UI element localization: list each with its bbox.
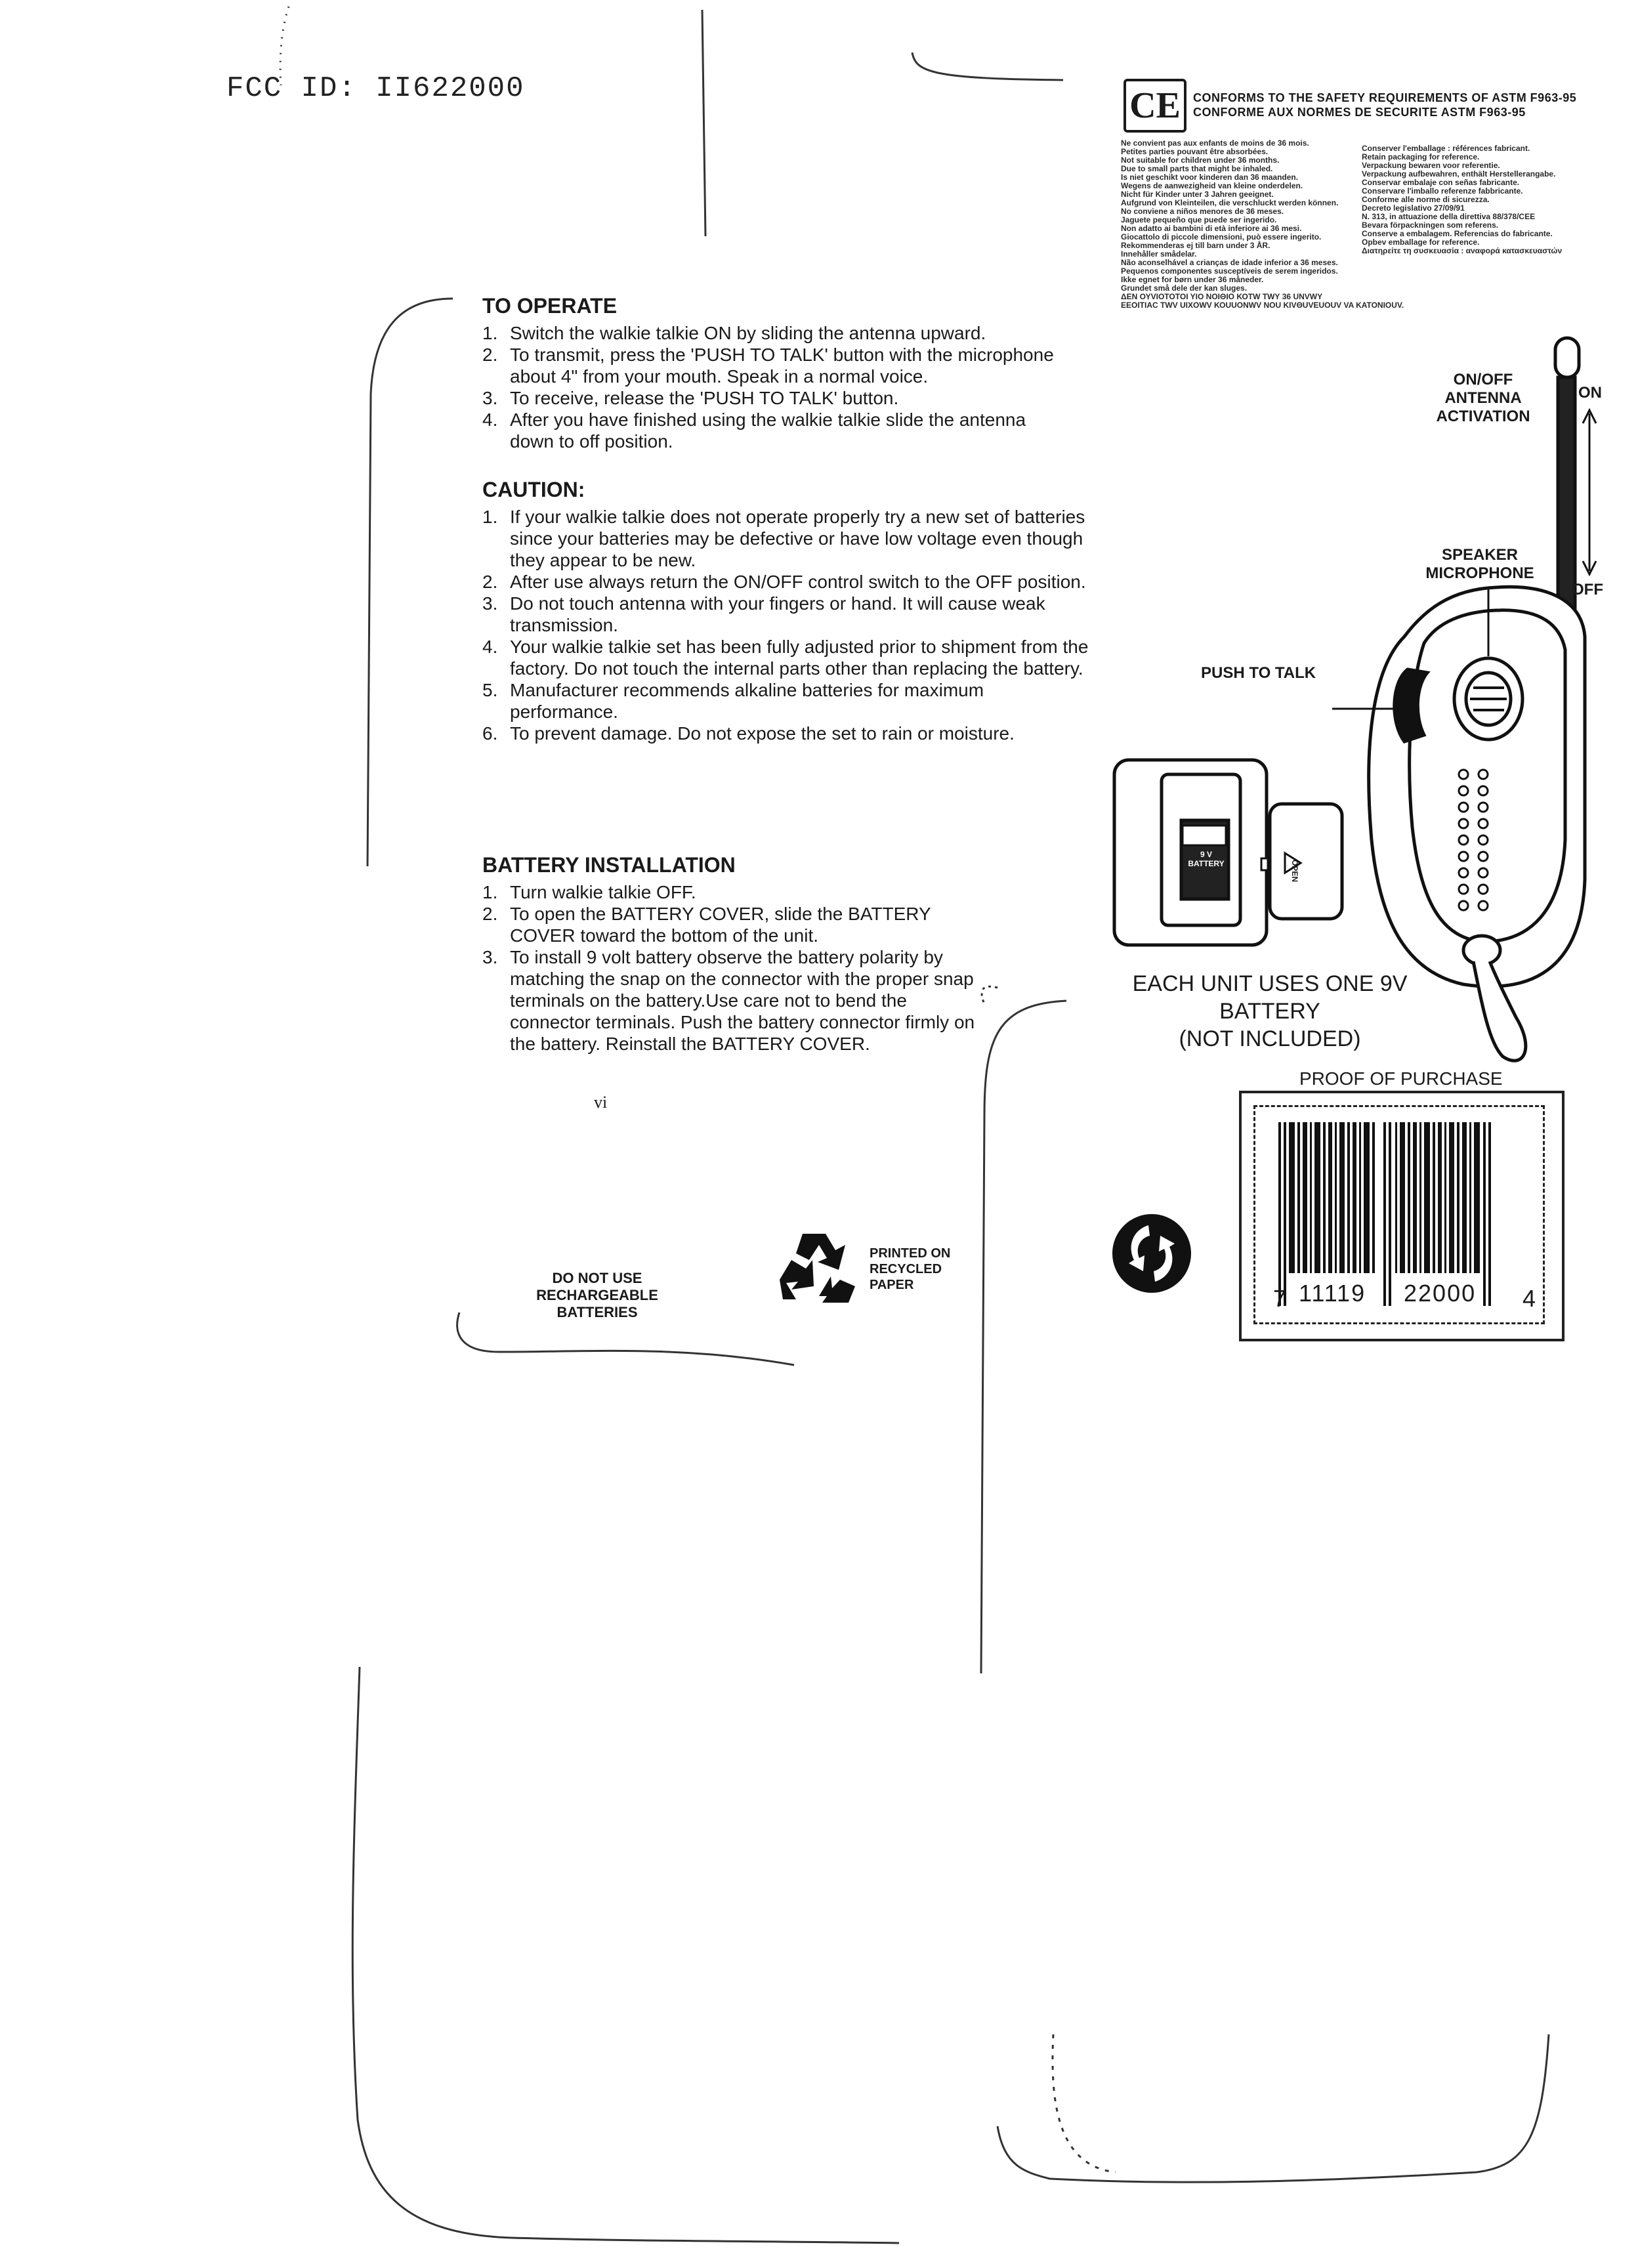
- item-number: 2.: [482, 345, 498, 365]
- note-line: Decreto legislativo 27/09/91: [1362, 203, 1465, 213]
- item-number: 2.: [482, 904, 498, 924]
- note-line: Conserve a embalagem. Referencias do fabricante.: [1362, 229, 1553, 238]
- warning-line: Due to small parts that might be inhaled.: [1121, 164, 1273, 173]
- item-text: To prevent damage. Do not expose the set to rain or moisture.: [510, 723, 1015, 744]
- list-item: [482, 946, 981, 1055]
- item-number: 3.: [482, 593, 498, 614]
- warning-line: ΔΕΝ ΟΥVΙΟΤΟΤΟΙ ΥΙΟ ΝΟΙΘΙΟ ΚΟΤW ΤWΥ 36 UΝVWΥ: [1121, 292, 1323, 301]
- antenna-shaft: [1558, 377, 1575, 614]
- do-not-use-rechargeable-batteries: DO NOT USE RECHARGEABLE BATTERIES: [536, 1270, 658, 1320]
- caution-title: CAUTION:: [482, 478, 585, 501]
- battery-compartment-illustration: [1109, 755, 1352, 952]
- warning-line: Giocattolo di piccole dimensioni, può essere ingerito.: [1121, 232, 1322, 242]
- note-line: Verpackung bewaren voor referentie.: [1362, 161, 1500, 170]
- ce-mark: CE: [1124, 79, 1186, 133]
- note-line: Conserver l'emballage : références fabricant.: [1362, 144, 1530, 153]
- note-line: Conservar embalaje con señas fabricante.: [1362, 178, 1520, 187]
- list-item: [482, 636, 1093, 679]
- list-item: [482, 679, 1093, 723]
- conformity-line-fr: CONFORME AUX NORMES DE SECURITE ASTM F963-95: [1193, 106, 1526, 119]
- recycle-icon: [773, 1224, 858, 1309]
- warning-line: Aufgrund von Kleinteilen, die verschluckt werden können.: [1121, 198, 1339, 207]
- item-number: 3.: [482, 388, 498, 408]
- warning-line: Ikke egnet for børn under 36 måneder.: [1121, 275, 1264, 284]
- battery-label: 9 V BATTERY: [1188, 850, 1225, 868]
- item-number: 5.: [482, 680, 498, 700]
- list-item: [482, 344, 1073, 387]
- item-text: After use always return the ON/OFF control switch to the OFF position.: [510, 572, 1086, 592]
- item-text: Your walkie talkie set has been fully adjusted prior to shipment from the factory. Do not touch the internal parts other than replacing the battery.: [510, 637, 1089, 679]
- on-label: ON: [1578, 384, 1602, 402]
- note-line: Διατηρείτε τη συσκευασία : αναφορά κατασκευαστών: [1362, 246, 1563, 255]
- operate-title: TO OPERATE: [482, 294, 618, 318]
- choking-warnings-left: [1121, 138, 1404, 310]
- note-line: Conforme alle norme di sicurezza.: [1362, 195, 1490, 204]
- strap-loop: [1463, 936, 1500, 965]
- printed-on-recycled-paper: PRINTED ON RECYCLED PAPER: [870, 1246, 951, 1292]
- barcode-digits-group2: 22000: [1401, 1280, 1479, 1307]
- battery-title: BATTERY INSTALLATION: [482, 853, 736, 877]
- item-text: To install 9 volt battery observe the battery polarity by matching the snap on the connector with the proper snap terminals on the battery.Use care not to bend the connector terminals. Push the battery connector firmly on the battery. Reinstall the BATTERY COVER.: [510, 947, 975, 1054]
- list-item: [482, 881, 981, 903]
- open-label: OPEN: [1290, 860, 1299, 883]
- fcc-id: FCC ID: II622000: [226, 72, 525, 105]
- item-number: 1.: [482, 323, 498, 343]
- list-item: [482, 322, 1073, 344]
- battery-section: [482, 853, 981, 1055]
- conformity-statement: [1193, 91, 1576, 119]
- battery-cover: [1270, 804, 1342, 919]
- proof-of-purchase-title: PROOF OF PURCHASE: [1299, 1068, 1503, 1089]
- caution-list: [482, 506, 1093, 744]
- item-number: 3.: [482, 947, 498, 967]
- warning-line: Ne convient pas aux enfants de moins de 36 mois.: [1121, 138, 1309, 148]
- item-text: Do not touch antenna with your fingers or hand. It will cause weak transmission.: [510, 593, 1045, 635]
- item-number: 6.: [482, 723, 498, 744]
- operate-list: [482, 322, 1073, 452]
- list-item: [482, 409, 1073, 452]
- item-number: 4.: [482, 637, 498, 657]
- note-line: Verpackung aufbewahren, enthält Herstellerangabe.: [1362, 169, 1556, 178]
- item-number: 1.: [482, 882, 498, 902]
- list-item: [482, 903, 981, 946]
- note-line: Bevara förpackningen som referens.: [1362, 220, 1499, 230]
- list-item: [482, 506, 1093, 571]
- warning-line: Não aconselhável a crianças de idade inferior a 36 meses.: [1121, 258, 1338, 267]
- warning-line: Not suitable for children under 36 months.: [1121, 156, 1280, 165]
- item-text: Manufacturer recommends alkaline batteries for maximum performance.: [510, 680, 984, 722]
- battery-requirement-note: EACH UNIT USES ONE 9V BATTERY (NOT INCLUDED): [1132, 971, 1408, 1051]
- caution-section: [482, 478, 1093, 744]
- item-text: To transmit, press the 'PUSH TO TALK' button with the microphone about 4" from your mouth. Speak in a normal voice.: [510, 345, 1054, 387]
- page-mark: vi: [594, 1093, 608, 1112]
- barcode-digit-right: 4: [1522, 1285, 1538, 1312]
- list-item: [482, 723, 1093, 744]
- speaker-microphone-label: SPEAKER MICROPHONE: [1425, 546, 1534, 582]
- packaging-notes-right: [1362, 144, 1578, 255]
- note-line: Conservare l'imballo referenze fabbricante.: [1362, 186, 1523, 196]
- antenna-tip: [1555, 338, 1579, 377]
- note-line: N. 313, in attuazione della direttiva 88/378/CEE: [1362, 212, 1536, 221]
- barcode-digits-group1: 11119: [1296, 1280, 1368, 1307]
- warning-line: Pequenos componentes susceptíveis de serem ingeridos.: [1121, 266, 1338, 276]
- item-number: 4.: [482, 410, 498, 430]
- push-to-talk-label: PUSH TO TALK: [1201, 664, 1316, 682]
- warning-line: Grundet små dele der kan sluges.: [1121, 284, 1248, 293]
- warning-line: Jaguete pequeño que puede ser ingerido.: [1121, 215, 1277, 224]
- warning-line: Innehåller smådelar.: [1121, 249, 1197, 259]
- barcode-digit-left: 7: [1273, 1285, 1288, 1312]
- note-line: Retain packaging for reference.: [1362, 152, 1480, 161]
- operate-section: [482, 294, 1073, 452]
- item-number: 2.: [482, 572, 498, 592]
- item-text: To open the BATTERY COVER, slide the BATTERY COVER toward the bottom of the unit.: [510, 904, 931, 946]
- battery-list: [482, 881, 981, 1055]
- warning-line: Non adatto ai bambini di età inferiore ai 36 mesi.: [1121, 224, 1302, 233]
- item-text: To receive, release the 'PUSH TO TALK' button.: [510, 388, 899, 408]
- off-label: OFF: [1572, 581, 1603, 598]
- item-text: Switch the walkie talkie ON by sliding the antenna upward.: [510, 323, 986, 343]
- list-item: [482, 571, 1093, 593]
- item-text: After you have finished using the walkie talkie slide the antenna down to off position.: [510, 410, 1026, 452]
- item-text: Turn walkie talkie OFF.: [510, 882, 696, 902]
- on-off-label: ON/OFF ANTENNA ACTIVATION: [1436, 371, 1530, 425]
- conformity-line-en: CONFORMS TO THE SAFETY REQUIREMENTS OF ASTM F963-95: [1193, 91, 1577, 104]
- note-line: Opbev emballage for reference.: [1362, 238, 1480, 247]
- list-item: [482, 387, 1073, 409]
- green-dot-icon: [1109, 1211, 1194, 1296]
- warning-line: Is niet geschikt voor kinderen dan 36 maanden.: [1121, 173, 1299, 182]
- item-text: If your walkie talkie does not operate properly try a new set of batteries since your batteries may be defective or have low voltage even though they appear to be new.: [510, 507, 1085, 570]
- warning-line: Rekommenderas ej till barn under 3 ÅR.: [1121, 241, 1270, 250]
- item-number: 1.: [482, 507, 498, 527]
- warning-line: Petites parties pouvant être absorbées.: [1121, 147, 1269, 156]
- warning-line: ΕΕΟΙΤΙΑC ΤWV UIΧΟWV ΚΟUUΟΝWV ΝΟU ΚΙVΘUVΕUΟUV VA ΚΑΤΟΝΙΟUV.: [1121, 301, 1404, 310]
- warning-line: Wegens de aanwezigheid van kleine onderdelen.: [1121, 181, 1303, 190]
- warning-line: Nicht für Kinder unter 3 Jahren geeignet.: [1121, 190, 1274, 199]
- list-item: [482, 593, 1093, 636]
- warning-line: No conviene a niños menores de 36 meses.: [1121, 207, 1284, 216]
